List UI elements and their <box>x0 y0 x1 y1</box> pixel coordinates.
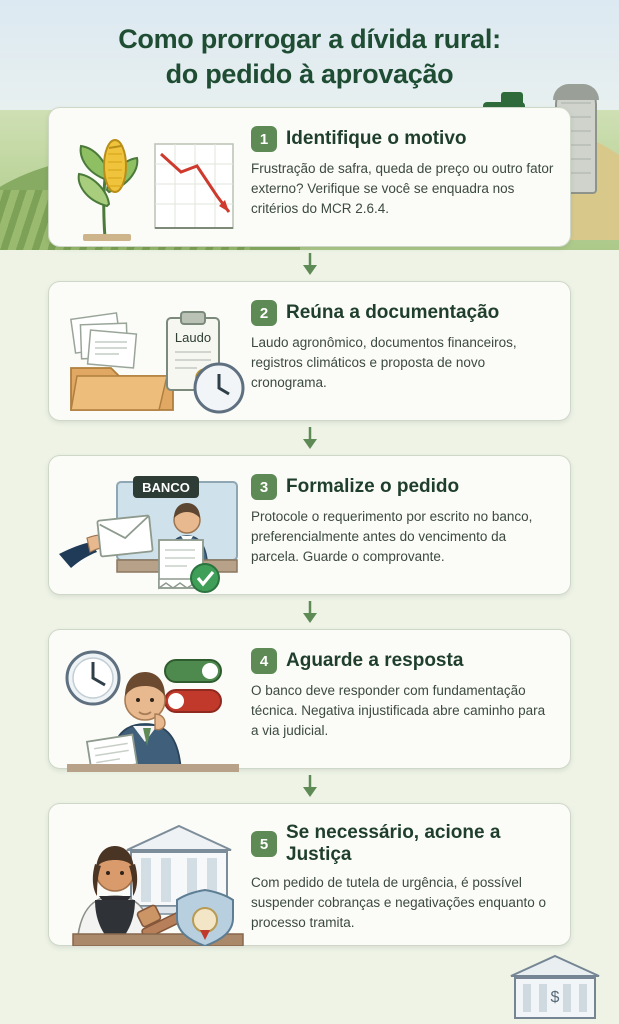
bank-sign-label: BANCO <box>142 480 190 496</box>
step-card-1[interactable] <box>48 107 571 247</box>
step-content-2 <box>247 294 556 408</box>
step-content-3 <box>247 468 556 582</box>
step-title-1: Identifique o motivo <box>286 128 467 150</box>
svg-text:$: $ <box>550 989 560 1006</box>
step-content-1 <box>247 120 556 234</box>
step-header-4 <box>251 648 556 674</box>
page-title <box>0 0 619 101</box>
step-header-1 <box>251 126 556 152</box>
waiting-man-with-clock-and-toggles-illustration <box>59 642 247 756</box>
page-title-line1: Como prorrogar a dívida rural: <box>118 24 501 54</box>
step-badge-1: 1 <box>251 126 277 152</box>
step-badge-2: 2 <box>251 300 277 326</box>
step-header-2 <box>251 300 556 326</box>
arrow-down-icon-1 <box>48 247 571 281</box>
step-header-3 <box>251 474 556 500</box>
step-title-3: Formalize o pedido <box>286 476 460 498</box>
step-desc-3: Protocole o requerimento por escrito no banco, preferencialmente antes do vencimento da parcela. Guarde o comprovante. <box>251 509 533 565</box>
step-desc-4: O banco deve responder com fundamentação técnica. Negativa injustificada abre caminho para a via judicial. <box>251 683 546 739</box>
arrow-down-icon-3 <box>48 595 571 629</box>
step-card-3[interactable] <box>48 455 571 595</box>
step-desc-2: Laudo agronômico, documentos financeiros, registros climáticos e proposta de novo cronograma. <box>251 335 517 391</box>
step-content-5 <box>247 816 556 933</box>
page-title-line2: do pedido à aprovação <box>165 58 454 89</box>
steps-list <box>0 101 619 946</box>
bank-building-icon <box>507 954 603 1024</box>
clipboard-label: Laudo <box>174 330 212 346</box>
step-card-2[interactable] <box>48 281 571 421</box>
step-desc-5: Com pedido de tutela de urgência, é possível suspender cobranças e negativações enquanto o processo tramita. <box>251 875 546 931</box>
step-title-4: Aguarde a resposta <box>286 650 464 672</box>
step-desc-1: Frustração de safra, queda de preço ou outro fator externo? Verifique se você se enquadra nos critérios do MCR 2.6.4. <box>251 161 554 217</box>
step-title-2: Reúna a documentação <box>286 302 500 324</box>
step-header-5 <box>251 822 556 866</box>
documents-folder-and-report-illustration <box>59 294 247 408</box>
step-badge-4: 4 <box>251 648 277 674</box>
bank-counter-illustration <box>59 468 247 582</box>
step-content-4 <box>247 642 556 756</box>
step-badge-3: 3 <box>251 474 277 500</box>
step-card-4[interactable] <box>48 629 571 769</box>
step-title-5: Se necessário, acione a Justiça <box>286 822 501 866</box>
step-card-5[interactable] <box>48 803 571 946</box>
corn-and-falling-chart-illustration <box>59 120 247 234</box>
step-badge-5: 5 <box>251 831 277 857</box>
arrow-down-icon-2 <box>48 421 571 455</box>
judge-courthouse-and-gavel-illustration <box>59 816 247 933</box>
arrow-down-icon-4 <box>48 769 571 803</box>
